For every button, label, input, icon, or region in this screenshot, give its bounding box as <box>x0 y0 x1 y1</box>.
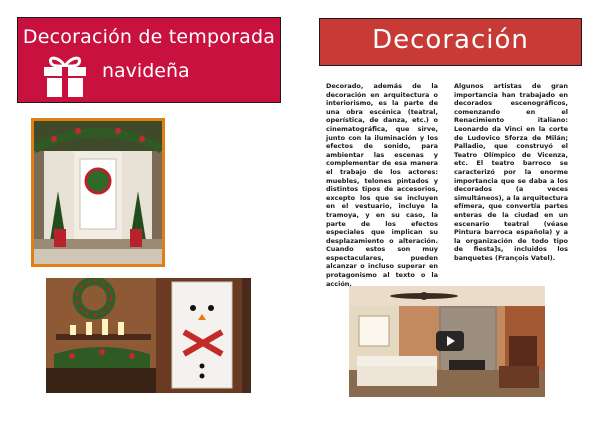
play-button-icon[interactable] <box>436 331 464 351</box>
right-title: Decoración <box>372 25 529 55</box>
text-column-right: Algunos artistas de gran importancia han trabajado en decorados escenográficos, comenzando en el Renacimiento italiano: Leonardo da Vinci en la corte de Ludovico Sforza de Milán; Palladio, que construyó el Teatro Olímpico de Vicenza, etc. El teatro barroco se caracterizó por la enorme importancia que se daba a los decorados (a veces simultáneos), a la arquitectura efímera, que convertía partes enteras de la ciudad en un escenario teatral (véase Pintura barroca española) y a la organización de todo tipo de fiesta]s, incluidos los banquetes (François Vatel). <box>454 82 568 262</box>
gift-icon <box>40 54 90 98</box>
mantle-photo <box>46 278 251 393</box>
left-title-line1: Decoración de temporada <box>22 26 276 48</box>
right-title-banner <box>319 18 582 66</box>
text-column-left: Decorado, además de la decoración en arquitectura o interiorismo, es la parte de una obra escénica (teatral, operística, de danza, etc.) o cinematográfica, que sirve, junto con la iluminación y los efectos de sonido, para ambientar las escenas y complementar de esa manera el trabajo de los actores: muebles, telones pintados y distintos tipos de accesorios, excepto los que se incluyen en el vestuario, incluye la tramoya, y en su caso, la parte de los efectos especiales que implican su desplazamiento o alteración. Cuando estos son muy espectaculares, pueden alcanzar o incluso superar en protagonismo al texto o la acción. <box>326 82 438 288</box>
left-title-banner <box>17 17 281 103</box>
left-title-line2: navideña <box>102 60 190 82</box>
door-photo <box>31 118 165 267</box>
